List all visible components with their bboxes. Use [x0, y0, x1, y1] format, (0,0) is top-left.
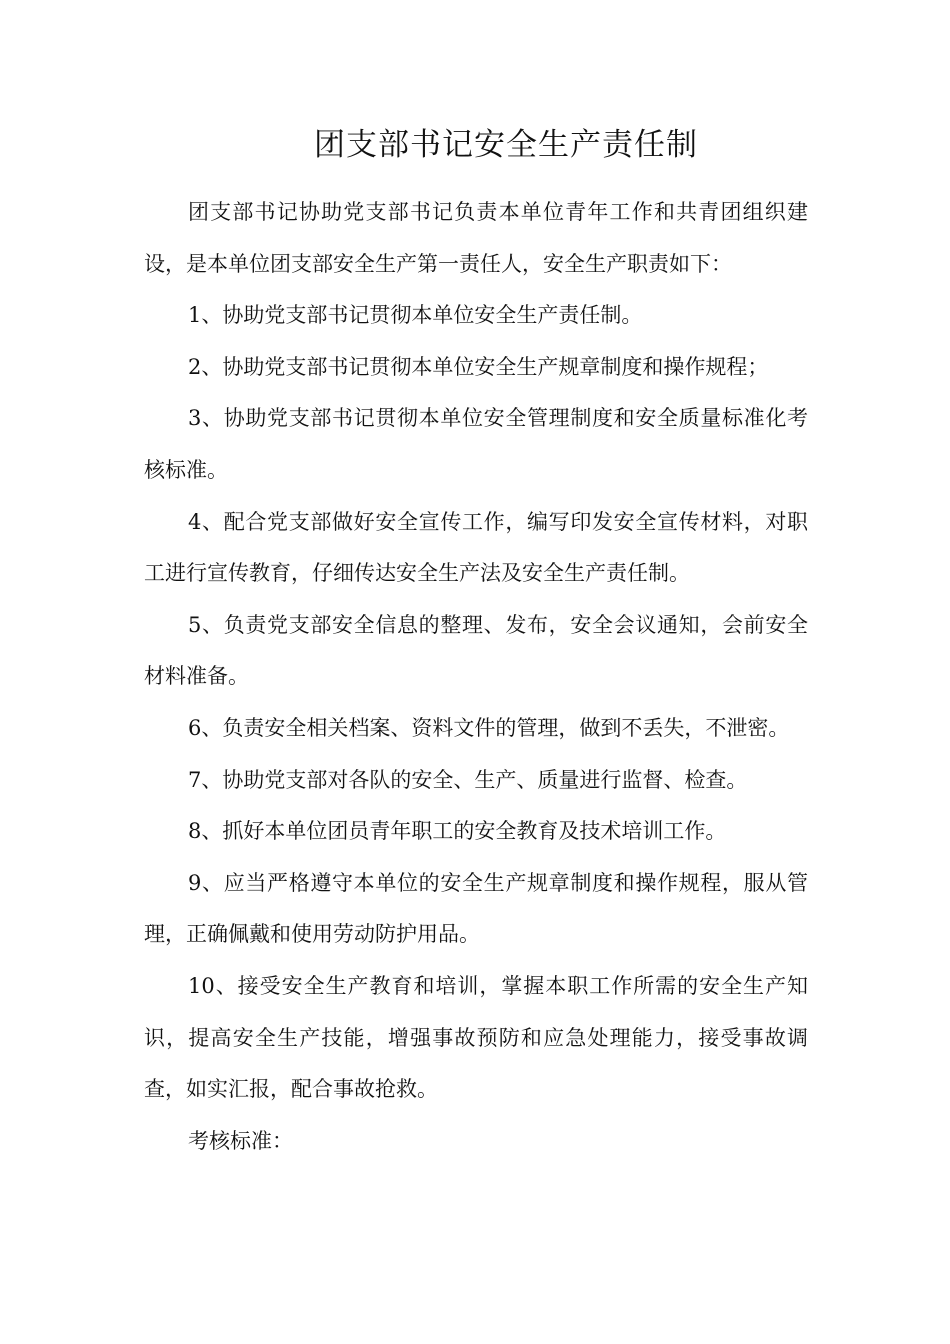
duty-item-6: 6、负责安全相关档案、资料文件的管理，做到不丢失，不泄密。 — [188, 715, 790, 740]
duty-item-7: 7、协助党支部对各队的安全、生产、质量进行监督、检查。 — [188, 767, 748, 792]
duty-item-3: 3、协助党支部书记贯彻本单位安全管理制度和安全质量标准化考核标准。 — [144, 406, 808, 482]
duty-item-1: 1、协助党支部书记贯彻本单位安全生产责任制。 — [188, 303, 643, 328]
assessment-heading: 考核标准： — [188, 1128, 293, 1153]
document-body — [144, 187, 808, 1167]
duty-item-9: 9、应当严格遵守本单位的安全生产规章制度和操作规程，服从管理，正确佩戴和使用劳动防护用品。 — [144, 870, 808, 947]
duty-item-5: 5、负责党支部安全信息的整理、发布，安全会议通知，会前安全材料准备。 — [144, 612, 808, 689]
intro-paragraph: 团支部书记协助党支部书记负责本单位青年工作和共青团组织建设，是本单位团支部安全生产第一责任人，安全生产职责如下： — [144, 200, 808, 276]
duty-item-10: 10、接受安全生产教育和培训，掌握本职工作所需的安全生产知识，提高安全生产技能，增强事故预防和应急处理能力，接受事故调查，如实汇报，配合事故抢救。 — [144, 973, 808, 1102]
document-title: 团支部书记安全生产责任制 — [314, 127, 698, 163]
duty-item-2: 2、协助党支部书记贯彻本单位安全生产规章制度和操作规程； — [188, 354, 769, 379]
duty-item-4: 4、配合党支部做好安全宣传工作，编写印发安全宣传材料，对职工进行宣传教育，仔细传达安全生产法及安全生产责任制。 — [144, 509, 808, 586]
duty-item-8: 8、抓好本单位团员青年职工的安全教育及技术培训工作。 — [188, 819, 727, 844]
